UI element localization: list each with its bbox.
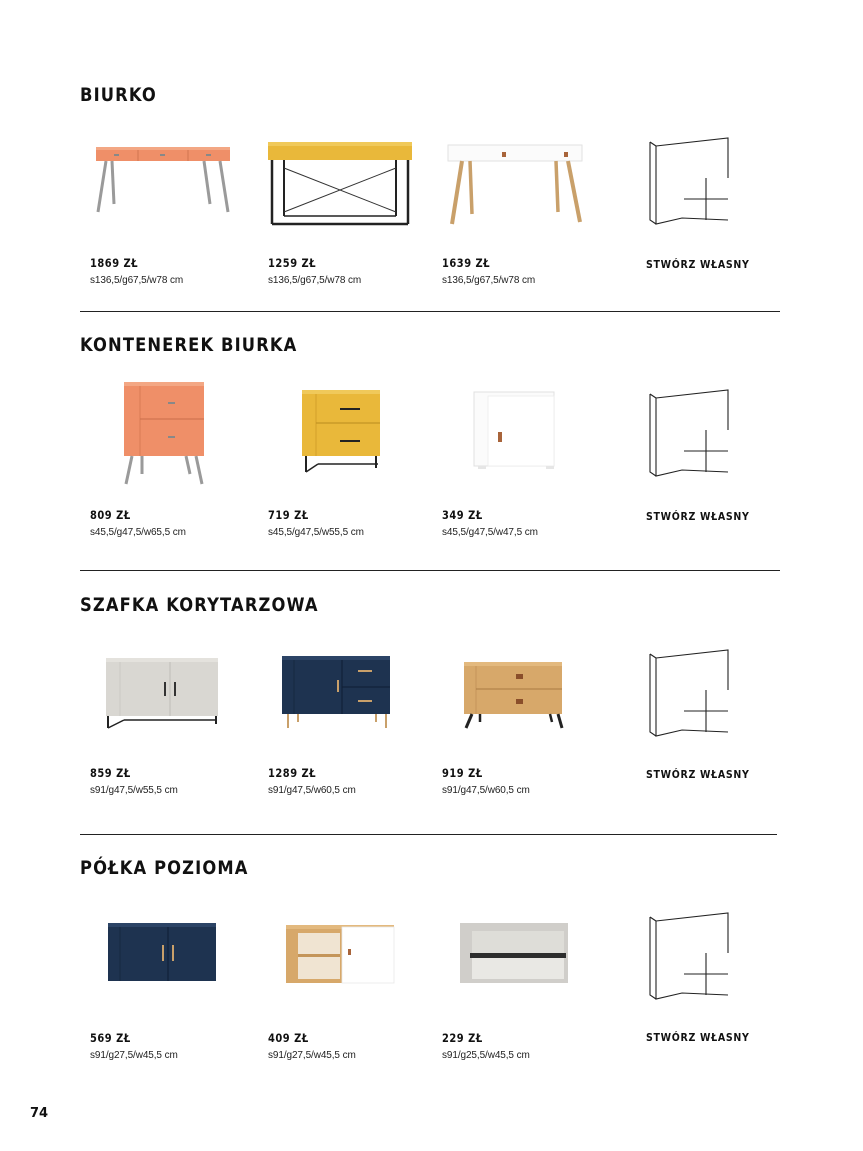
grey-open-shelf-icon: [432, 909, 592, 1009]
product-price: 1289 ZŁ: [268, 766, 317, 780]
create-your-own-label: STWÓRZ WŁASNY: [646, 510, 750, 523]
product-price: 1259 ZŁ: [268, 256, 317, 270]
product-price: 349 ZŁ: [442, 508, 483, 522]
product-price: 919 ZŁ: [442, 766, 483, 780]
product-price: 409 ZŁ: [268, 1031, 309, 1045]
oak-white-shelf-icon: [258, 909, 418, 1009]
product-price: 809 ZŁ: [90, 508, 131, 522]
section-title: SZAFKA KORYTARZOWA: [80, 594, 319, 616]
product-dimensions: s136,5/g67,5/w78 cm: [268, 275, 362, 286]
section-divider: [80, 311, 780, 312]
mustard-desk-icon: [258, 134, 418, 234]
product-dimensions: s45,5/g47,5/w65,5 cm: [90, 527, 186, 538]
product-dimensions: s91/g47,5/w60,5 cm: [268, 785, 356, 796]
product-dimensions: s91/g47,5/w55,5 cm: [90, 785, 178, 796]
page-number: 74: [30, 1106, 49, 1121]
white-cabinet-icon: [432, 378, 592, 488]
product-dimensions: s91/g25,5/w45,5 cm: [442, 1050, 530, 1061]
section-title: KONTENEREK BIURKA: [80, 334, 298, 356]
product-dimensions: s136,5/g67,5/w78 cm: [90, 275, 184, 286]
product-dimensions: s45,5/g47,5/w55,5 cm: [268, 527, 364, 538]
product-price: 1869 ZŁ: [90, 256, 139, 270]
create-your-own-label: STWÓRZ WŁASNY: [646, 768, 750, 781]
product-dimensions: s91/g27,5/w45,5 cm: [90, 1050, 178, 1061]
create-your-own-icon: [640, 134, 740, 234]
coral-desk-icon: [80, 134, 240, 234]
mustard-drawer-container-icon: [258, 378, 418, 488]
product-dimensions: s136,5/g67,5/w78 cm: [442, 275, 536, 286]
create-your-own-icon: [640, 909, 740, 1009]
product-price: 719 ZŁ: [268, 508, 309, 522]
navy-wall-cabinet-icon: [80, 909, 240, 1009]
section-divider: [80, 570, 780, 571]
oak-chest-icon: [432, 642, 592, 742]
section-title: BIURKO: [80, 84, 157, 106]
grey-sideboard-icon: [80, 642, 240, 742]
create-your-own-label: STWÓRZ WŁASNY: [646, 258, 750, 271]
product-price: 1639 ZŁ: [442, 256, 491, 270]
white-desk-icon: [432, 134, 592, 234]
create-your-own-label: STWÓRZ WŁASNY: [646, 1031, 750, 1044]
create-your-own-icon: [640, 386, 740, 486]
product-price: 569 ZŁ: [90, 1031, 131, 1045]
product-dimensions: s91/g47,5/w60,5 cm: [442, 785, 530, 796]
product-dimensions: s45,5/g47,5/w47,5 cm: [442, 527, 538, 538]
create-your-own-icon: [640, 646, 740, 746]
navy-sideboard-icon: [258, 642, 418, 742]
section-title: PÓŁKA POZIOMA: [80, 857, 249, 879]
coral-drawer-container-icon: [80, 378, 240, 488]
product-price: 859 ZŁ: [90, 766, 131, 780]
product-price: 229 ZŁ: [442, 1031, 483, 1045]
product-dimensions: s91/g27,5/w45,5 cm: [268, 1050, 356, 1061]
section-divider: [80, 834, 777, 835]
